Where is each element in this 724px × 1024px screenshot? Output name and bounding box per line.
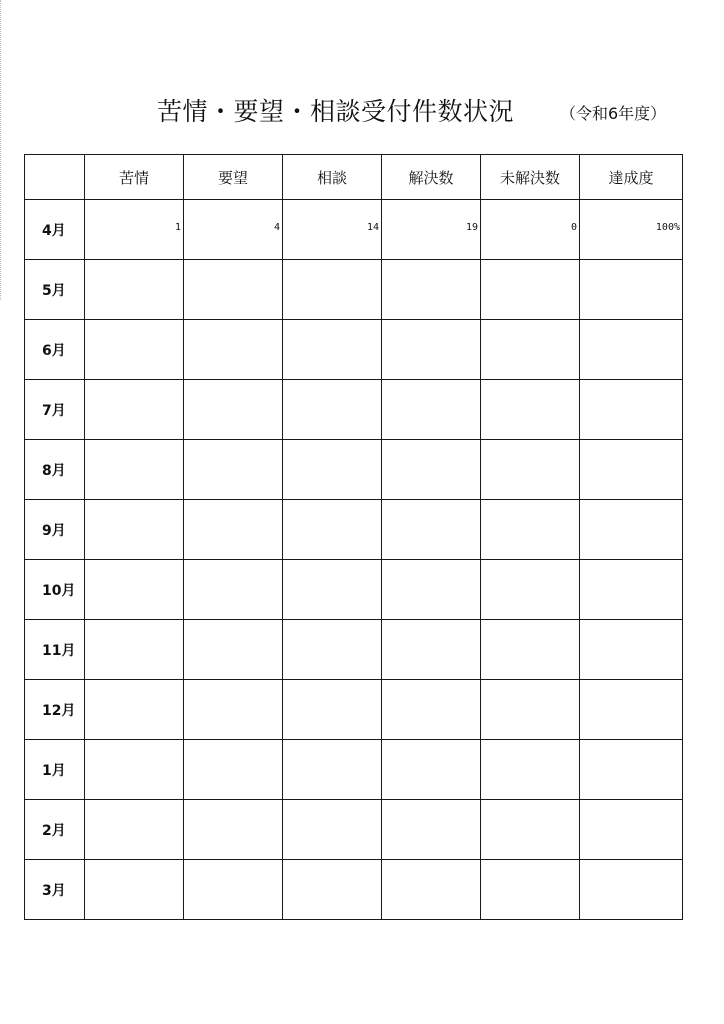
header-resolved: 解決数 [382,155,481,200]
cell-unresolved [481,380,580,440]
cell-complaints [85,380,184,440]
month-label: 11月 [25,620,85,680]
cell-resolved [382,740,481,800]
cell-unresolved [481,860,580,920]
cell-consultations [283,380,382,440]
cell-achievement [580,260,683,320]
table-body [25,200,683,920]
cell-requests [184,560,283,620]
month-label: 9月 [25,500,85,560]
cell-consultations [283,440,382,500]
header-complaints: 苦情 [85,155,184,200]
cell-achievement [580,620,683,680]
fiscal-year-label: （令和6年度） [560,104,667,123]
cell-requests [184,440,283,500]
cell-achievement [580,740,683,800]
header-row [25,155,683,200]
cell-complaints [85,560,184,620]
cell-consultations [283,800,382,860]
month-label: 7月 [25,380,85,440]
cell-achievement [580,680,683,740]
cell-resolved [382,620,481,680]
cell-requests [184,740,283,800]
cell-resolved: 19 [382,200,481,260]
table-row [25,200,683,260]
cell-consultations [283,320,382,380]
cell-resolved [382,260,481,320]
month-label: 5月 [25,260,85,320]
page-title: 苦情・要望・相談受付件数状況 [157,97,515,126]
table-row [25,740,683,800]
month-label: 12月 [25,680,85,740]
cell-unresolved [481,260,580,320]
cell-complaints [85,320,184,380]
cell-complaints [85,620,184,680]
cell-consultations [283,860,382,920]
header-corner-cell [25,155,85,200]
cell-complaints [85,800,184,860]
cell-complaints: 1 [85,200,184,260]
cell-consultations [283,680,382,740]
cell-unresolved [481,500,580,560]
month-label: 2月 [25,800,85,860]
cell-achievement [580,860,683,920]
cell-unresolved [481,680,580,740]
cell-requests: 4 [184,200,283,260]
table-row [25,320,683,380]
month-label: 8月 [25,440,85,500]
cell-unresolved [481,800,580,860]
table-row [25,800,683,860]
table-row [25,380,683,440]
cell-requests [184,320,283,380]
table-row [25,680,683,740]
cell-unresolved [481,560,580,620]
cell-resolved [382,380,481,440]
header-requests: 要望 [184,155,283,200]
cell-resolved [382,500,481,560]
cell-requests [184,860,283,920]
cell-achievement [580,380,683,440]
cell-consultations: 14 [283,200,382,260]
month-label: 4月 [25,200,85,260]
cell-achievement [580,320,683,380]
cell-resolved [382,800,481,860]
cell-consultations [283,260,382,320]
cell-achievement: 100% [580,200,683,260]
cell-requests [184,500,283,560]
cell-resolved [382,680,481,740]
cell-complaints [85,260,184,320]
cell-resolved [382,560,481,620]
month-label: 6月 [25,320,85,380]
table-row [25,620,683,680]
cell-unresolved [481,320,580,380]
cell-requests [184,620,283,680]
table-row [25,860,683,920]
header-consultations: 相談 [283,155,382,200]
month-label: 3月 [25,860,85,920]
cell-resolved [382,440,481,500]
cell-consultations [283,560,382,620]
cell-unresolved [481,440,580,500]
cell-resolved [382,320,481,380]
table-row [25,440,683,500]
cell-complaints [85,740,184,800]
cell-achievement [580,800,683,860]
table-row [25,560,683,620]
cell-complaints [85,860,184,920]
header-achievement: 達成度 [580,155,683,200]
month-label: 1月 [25,740,85,800]
header-unresolved: 未解決数 [481,155,580,200]
cell-achievement [580,560,683,620]
month-label: 10月 [25,560,85,620]
cell-achievement [580,440,683,500]
table-row [25,500,683,560]
cell-complaints [85,440,184,500]
complaint-status-table [24,154,683,920]
table-row [25,260,683,320]
cell-resolved [382,860,481,920]
cell-consultations [283,500,382,560]
cell-complaints [85,680,184,740]
cell-consultations [283,620,382,680]
cell-complaints [85,500,184,560]
cell-consultations [283,740,382,800]
cell-unresolved [481,620,580,680]
cell-unresolved [481,740,580,800]
cell-requests [184,380,283,440]
cell-achievement [580,500,683,560]
cell-requests [184,680,283,740]
cell-unresolved: 0 [481,200,580,260]
scan-edge-line [0,0,3,300]
cell-requests [184,260,283,320]
cell-requests [184,800,283,860]
